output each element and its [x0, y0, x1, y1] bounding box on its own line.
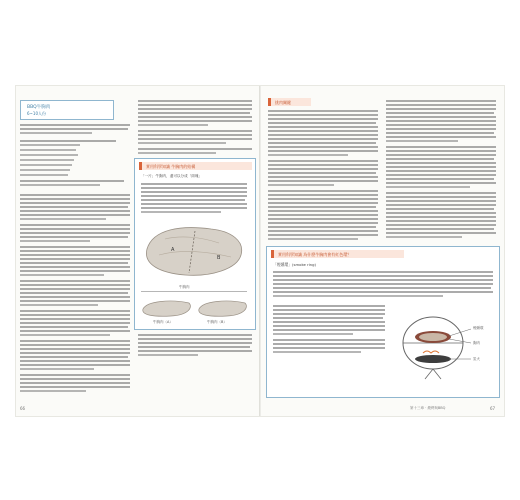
- right-page-number: 67: [490, 406, 496, 411]
- label-smoke-ring: 煙燻環: [473, 326, 484, 330]
- book-spread: [16, 86, 504, 416]
- recipe-sidebar: [20, 100, 114, 120]
- right-page: [260, 86, 504, 416]
- section-tag: [268, 98, 311, 106]
- caption-cut-b: 牛胸肉（B）: [207, 320, 227, 324]
- left-page: [16, 86, 260, 416]
- right-page-footer: 第十三章 · 燒烤與BBQ: [410, 406, 446, 410]
- recipe-title: BBQ牛胸肉: [27, 105, 51, 110]
- recipe-servings: 6~10人份: [27, 111, 46, 116]
- brisket-illustration: [141, 219, 249, 283]
- left-page-number: 66: [20, 406, 26, 411]
- box-heading: 實用科學知識 牛胸肉的結構: [146, 163, 196, 169]
- label-charcoal: 炭火: [473, 357, 480, 361]
- brisket-structure-box: [134, 158, 256, 330]
- smoke-ring-box: [266, 246, 500, 398]
- smoke-ring-box-title: 實用科學知識 為什麼牛胸肉會有紅色環？: [278, 251, 352, 257]
- box-question: 「一片」牛胸肉，還可以分成「兩塊」: [141, 174, 203, 178]
- smoke-ring-subtitle: 「煙燻環」(smoke ring): [273, 262, 316, 267]
- label-b: B: [217, 255, 221, 261]
- label-a: A: [171, 247, 175, 253]
- section-tag-label: 挑肉關鍵: [275, 99, 291, 105]
- caption-brisket: 牛胸肉: [179, 285, 190, 289]
- caption-cut-a: 牛胸肉（A）: [153, 320, 173, 324]
- brisket-cuts-illustration: [141, 297, 249, 319]
- label-brisket: 胸肉: [473, 341, 480, 345]
